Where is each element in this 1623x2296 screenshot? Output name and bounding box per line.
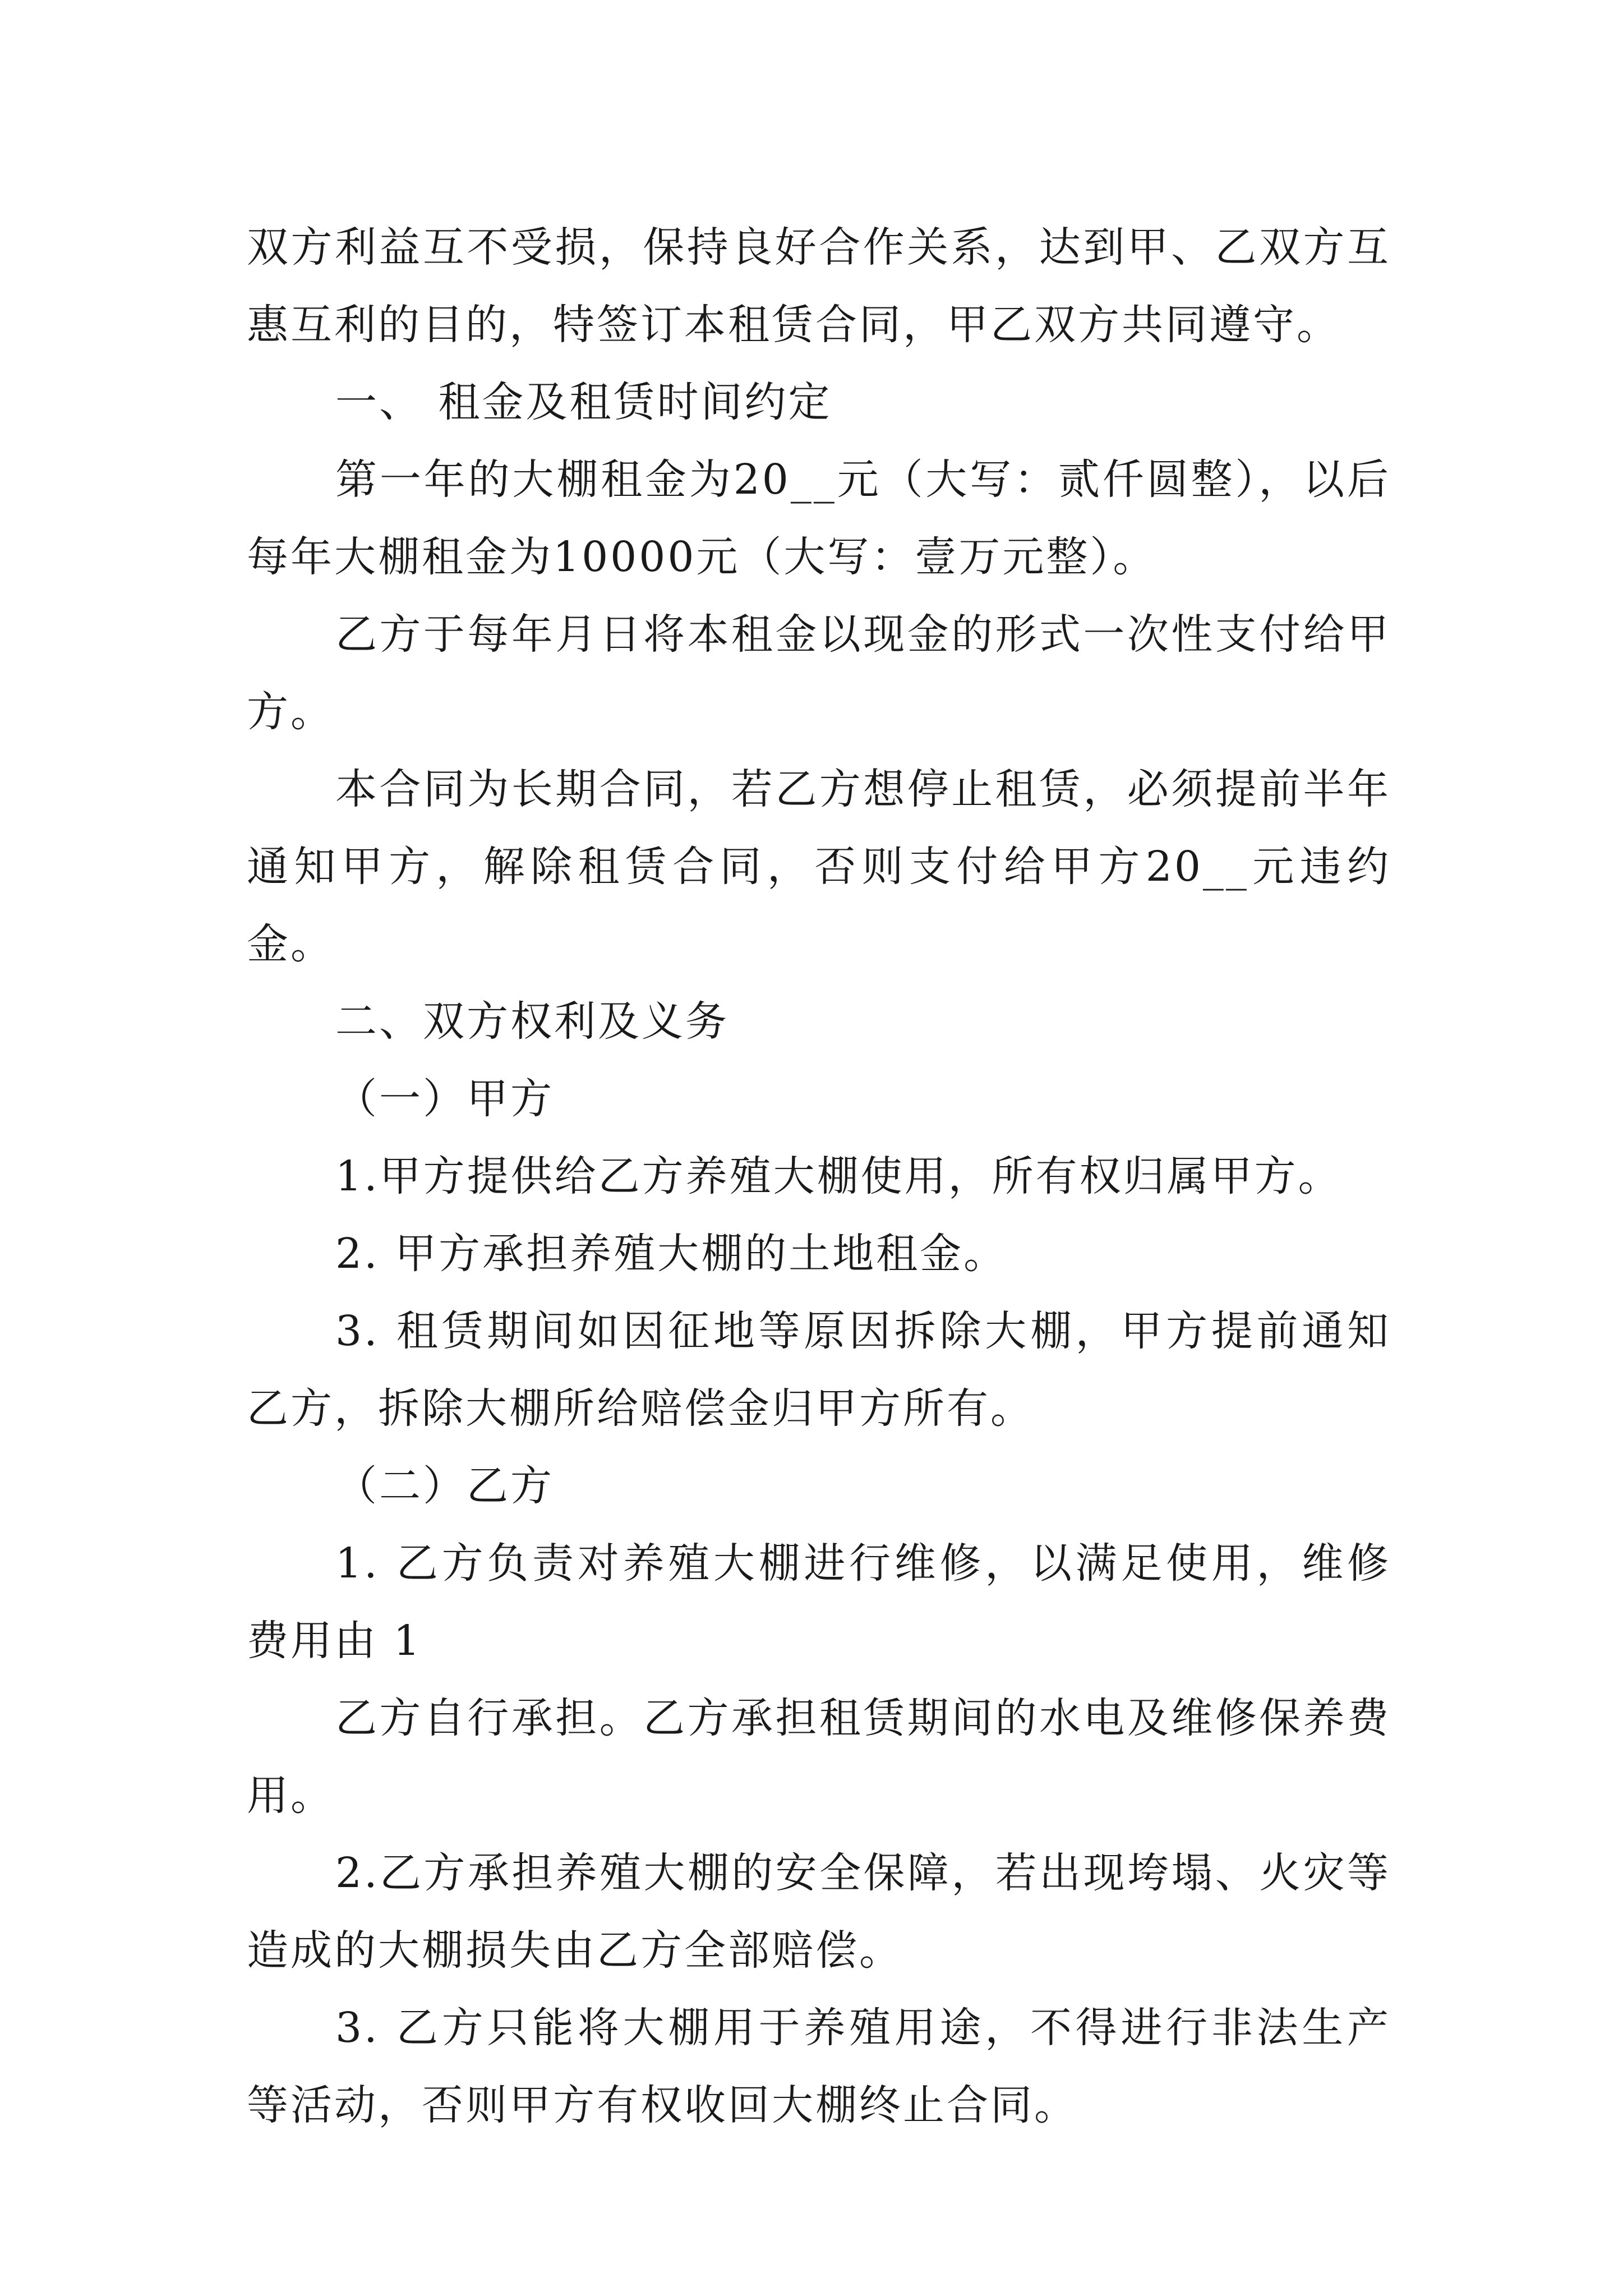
paragraph-rent-amount: 第一年的大棚租金为20__元（大写：贰仟圆整），以后每年大棚租金为10000元（大写：壹万元整）。	[247, 455, 1391, 581]
heading-rights-obligations: 二、双方权利及义务	[335, 997, 729, 1046]
subheading-party-a: （一）甲方	[335, 1075, 554, 1123]
paragraph-party-a-2: 2. 甲方承担养殖大棚的土地租金。	[335, 1230, 1008, 1278]
heading-rent-and-term: 一、 租金及租赁时间约定	[335, 378, 832, 426]
paragraph-party-a-1: 1.甲方提供给乙方养殖大棚使用，所有权归属甲方。	[335, 1152, 1342, 1200]
paragraph-termination: 本合同为长期合同，若乙方想停止租赁，必须提前半年通知甲方，解除租赁合同，否则支付给甲方20__元违约金。	[247, 765, 1391, 968]
paragraph-party-b-1: 1. 乙方负责对养殖大棚进行维修，以满足使用，维修费用由 1	[247, 1539, 1391, 1665]
paragraph-party-b-3: 3. 乙方只能将大棚用于养殖用途，不得进行非法生产等活动，否则甲方有权收回大棚终止合同。	[247, 2004, 1391, 2129]
paragraph-payment: 乙方于每年月日将本租金以现金的形式一次性支付给甲方。	[247, 610, 1391, 736]
document-page	[247, 209, 1391, 2144]
paragraph-intro: 双方利益互不受损，保持良好合作关系，达到甲、乙双方互惠互利的目的，特签订本租赁合同，甲乙双方共同遵守。	[247, 223, 1391, 349]
paragraph-party-b-1-cont: 乙方自行承担。乙方承担租赁期间的水电及维修保养费用。	[247, 1694, 1391, 1820]
paragraph-party-a-3: 3. 租赁期间如因征地等原因拆除大棚，甲方提前通知乙方，拆除大棚所给赔偿金归甲方所有。	[247, 1307, 1391, 1433]
paragraph-party-b-2: 2.乙方承担养殖大棚的安全保障，若出现垮塌、火灾等造成的大棚损失由乙方全部赔偿。	[247, 1849, 1391, 1975]
subheading-party-b: （二）乙方	[335, 1462, 554, 1510]
